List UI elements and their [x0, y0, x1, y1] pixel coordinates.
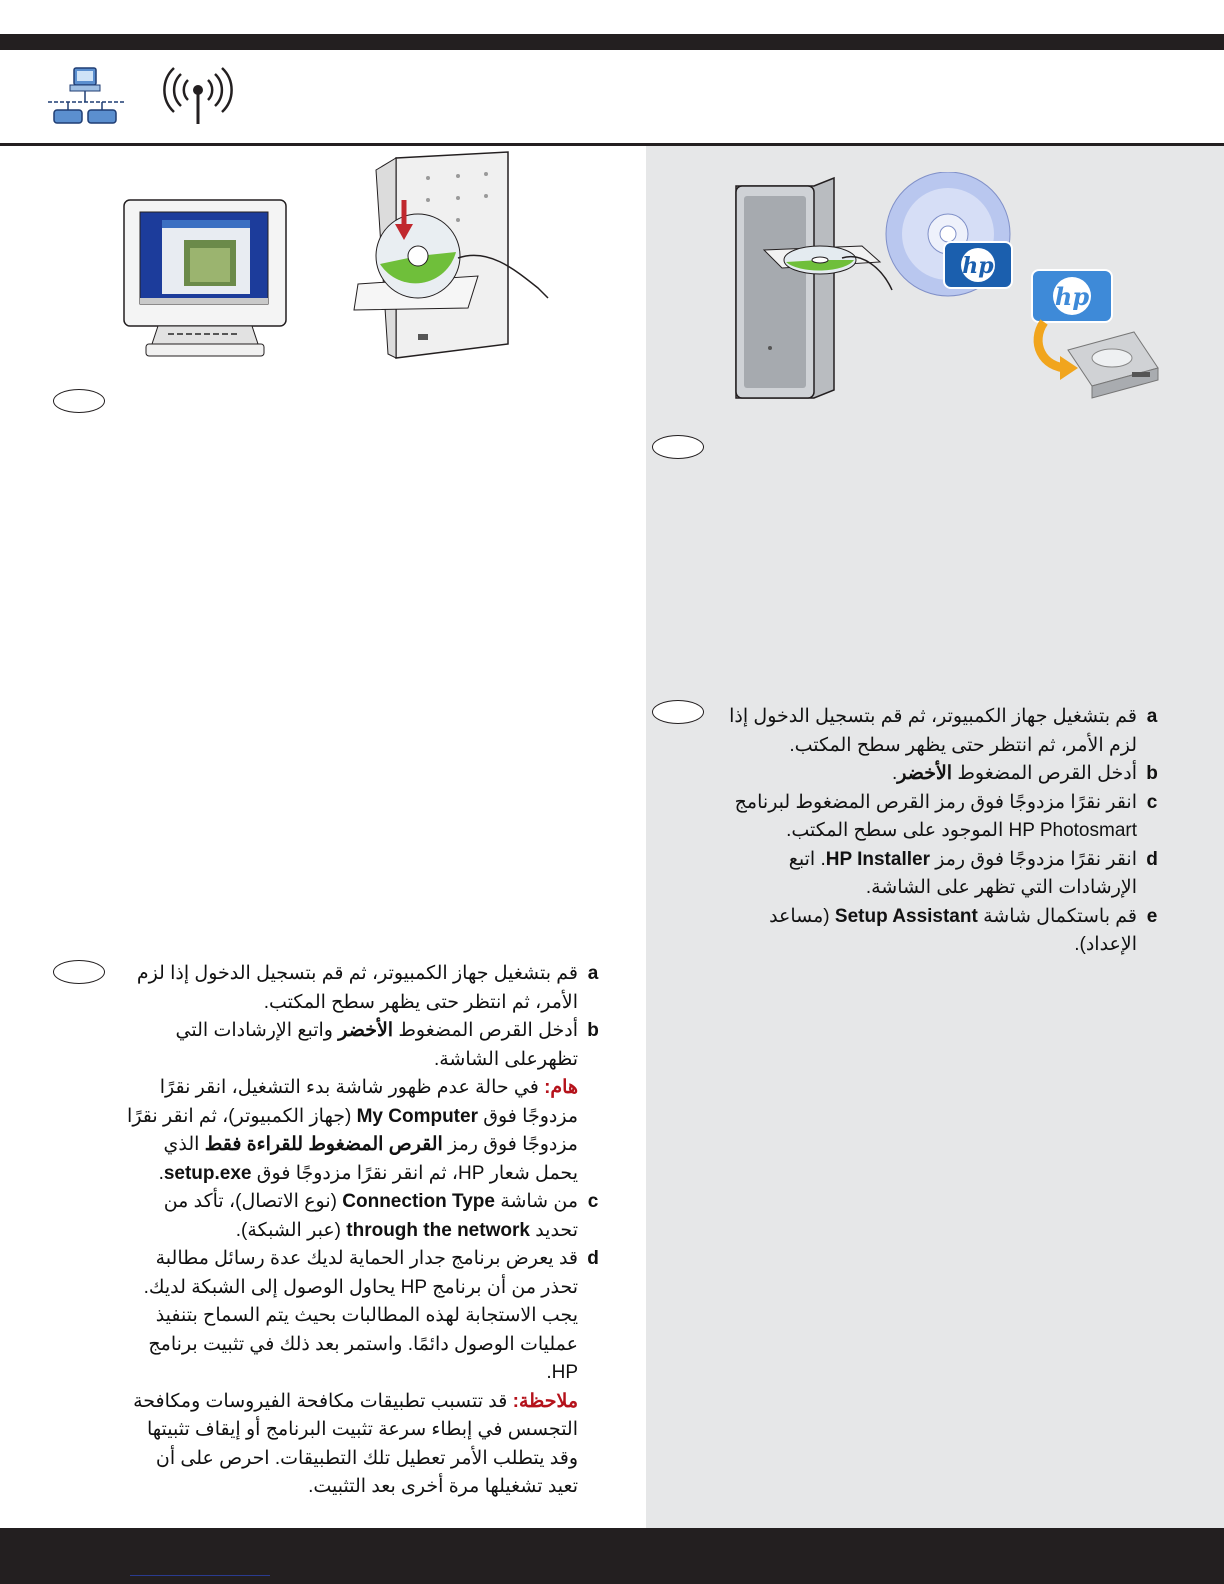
note-text: (جهاز الكمبيوتر)، ثم انقر نقرًا مزدوجًا فوق رمز — [127, 1105, 578, 1155]
step-text: من شاشة — [494, 1191, 578, 1212]
step-text: قم بتشغيل جهاز الكمبيوتر، ثم قم بتسجيل الدخول إذا لزم الأمر، ثم انتظر حتى يظهر سطح المكتب. — [136, 963, 578, 1013]
mac-step-c — [705, 789, 1167, 846]
step-text: (مساعد الإعداد). — [769, 905, 1137, 955]
windows-step-b — [124, 1017, 608, 1074]
step-text: أدخل القرص المضغوط — [393, 1020, 578, 1041]
windows-step-c — [124, 1188, 608, 1245]
step-text: (عبر الشبكة). — [235, 1219, 347, 1241]
mac-tower-cd-installer-illustration — [722, 172, 1172, 404]
hp-logo-text: hp — [1054, 282, 1090, 311]
windows-step-d — [124, 1245, 608, 1388]
network-computer-icon — [48, 66, 124, 126]
mac-step-a — [705, 703, 1167, 760]
mac-step-e — [705, 903, 1167, 960]
step-letter: b — [587, 1020, 599, 1041]
top-bar — [0, 34, 1224, 50]
note-antivirus — [124, 1388, 608, 1502]
note-text: . — [158, 1162, 164, 1184]
step-letter: d — [587, 1248, 599, 1269]
step-text: . اتبع الإرشادات التي تظهر على الشاشة. — [788, 848, 1137, 898]
step-bold: الأخضر — [338, 1020, 394, 1041]
step-bold: Setup Assistant — [834, 905, 978, 927]
step-letter: a — [587, 963, 599, 984]
note-bold: setup.exe — [163, 1162, 252, 1184]
step-text: واتبع الإرشادات التي تظهرعلى الشاشة. — [175, 1020, 578, 1070]
note-text: في حالة عدم ظهور شاشة بدء التشغيل، انقر نقرًا مزدوجًا فوق — [159, 1077, 578, 1127]
language-oval — [53, 960, 105, 984]
note-bold: My Computer — [356, 1105, 478, 1127]
mac-step-d — [705, 846, 1167, 903]
step-text: قم بتشغيل جهاز الكمبيوتر، ثم قم بتسجيل الدخول إذا لزم الأمر، ثم انتظر حتى يظهر سطح المكتب. — [729, 706, 1137, 756]
step-text: انقر نقرًا مزدوجًا فوق رمز — [929, 848, 1137, 870]
note-text: الذي يحمل شعار HP، ثم انقر نقرًا مزدوجًا فوق — [163, 1134, 578, 1184]
step-letter: d — [1146, 848, 1158, 870]
step-bold: الأخضر — [897, 763, 953, 784]
step-text: . — [891, 763, 898, 784]
note-text: قد تتسبب تطبيقات مكافحة الفيروسات ومكافحة التجسس في إبطاء سرعة تثبيت البرنامج أو إيقاف تثبيتها وقد يتطلب الأمر تعطيل تلك التطبيقات. احرص على أن تعيد تشغيلها مرة أخرى بعد التثبيت. — [133, 1390, 578, 1497]
mac-step-b — [705, 760, 1167, 789]
step-letter: a — [1146, 706, 1158, 727]
step-text: أدخل القرص المضغوط — [952, 763, 1137, 784]
step-bold: Connection Type — [342, 1191, 495, 1212]
hp-logo-text: hp — [962, 253, 994, 279]
step-bold: through the network — [346, 1219, 530, 1241]
step-letter: c — [1146, 791, 1158, 813]
windows-steps — [124, 960, 608, 1502]
pc-monitor-and-tower-cd-illustration — [118, 148, 558, 368]
step-text: انقر نقرًا مزدوجًا فوق رمز القرص المضغوط لبرنامج HP Photosmart الموجود على سطح المكتب. — [734, 791, 1137, 841]
language-oval — [652, 435, 704, 459]
step-text: (نوع الاتصال)، تأكد من تحديد — [163, 1191, 578, 1241]
language-oval — [53, 389, 105, 413]
wireless-antenna-icon — [160, 64, 236, 126]
mac-steps — [705, 703, 1167, 960]
step-bold: HP Installer — [825, 848, 930, 870]
step-letter: c — [587, 1191, 599, 1212]
language-oval — [652, 700, 704, 724]
step-letter: e — [1146, 905, 1158, 927]
important-note — [124, 1074, 608, 1188]
note-bold: القرص المضغوط للقراءة فقط — [204, 1134, 443, 1155]
windows-step-a — [124, 960, 608, 1017]
step-text: قد يعرض برنامج جدار الحماية لديك عدة رسائل مطالبة تحذر من أن برنامج HP يحاول الوصول إلى الشبكة لديك. يجب الاستجابة لهذه المطالبات بحيث يتم السماح بتنفيذ عمليات الوصول دائمًا. واستمر بعد ذلك في تثبيت برنامج HP. — [143, 1248, 578, 1383]
note-label: ملاحظة: — [512, 1390, 578, 1412]
step-text: قم باستكمال شاشة — [977, 905, 1137, 927]
step-letter: b — [1146, 763, 1158, 784]
note-label: هام: — [544, 1077, 578, 1098]
bottom-line — [130, 1575, 270, 1576]
